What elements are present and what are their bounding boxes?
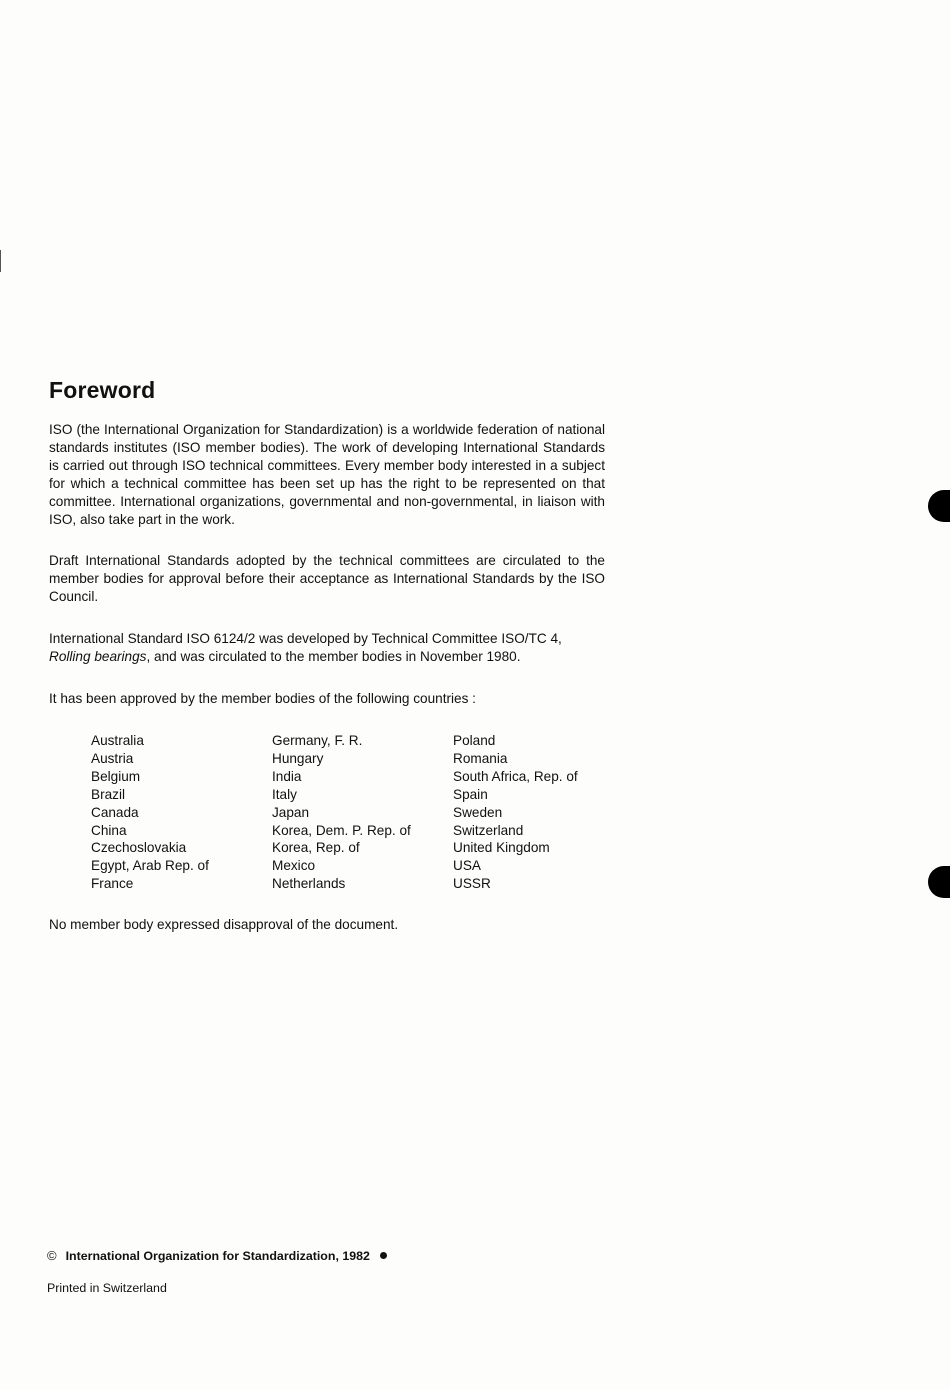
development-text-start: International Standard ISO 6124/2 was developed by Technical Committee ISO/TC 4, (49, 631, 562, 646)
country-list-column-1 (91, 732, 209, 893)
country-item: India (272, 768, 302, 784)
country-item: United Kingdom (453, 840, 550, 856)
country-item: Canada (91, 804, 139, 820)
country-item: Hungary (272, 750, 324, 766)
country-list-column-3 (453, 732, 578, 893)
committee-title: Rolling bearings (49, 649, 147, 664)
country-item: Poland (453, 733, 496, 748)
country-item: Italy (272, 786, 297, 802)
country-item: Germany, F. R. (272, 733, 363, 748)
country-item: Egypt, Arab Rep. of (91, 858, 209, 874)
country-item: Austria (91, 750, 134, 766)
country-item: China (91, 822, 127, 838)
country-item: Netherlands (272, 876, 346, 892)
country-item: Australia (91, 733, 144, 748)
country-list-column-2 (272, 732, 411, 893)
copyright-line (47, 1248, 387, 1263)
printed-in: Printed in Switzerland (47, 1281, 167, 1295)
country-item: Korea, Dem. P. Rep. of (272, 822, 411, 838)
approval-intro: It has been approved by the member bodies of the following countries : (49, 691, 476, 706)
country-item: Romania (453, 750, 508, 766)
bullet-icon (380, 1252, 387, 1259)
punch-hole-icon (928, 866, 950, 898)
page-title: Foreword (49, 377, 156, 403)
punch-hole-icon (928, 490, 950, 522)
country-item: Korea, Rep. of (272, 840, 360, 856)
development-text-end: , and was circulated to the member bodies in November 1980. (146, 649, 521, 664)
country-item: South Africa, Rep. of (453, 768, 578, 784)
country-item: Czechoslovakia (91, 840, 187, 856)
country-item: Sweden (453, 804, 503, 820)
country-item: Japan (272, 804, 310, 820)
copyright-text: International Organization for Standardization, 1982 (65, 1249, 370, 1263)
country-item: USA (453, 858, 481, 874)
copyright-icon: © (47, 1248, 57, 1263)
country-item: Switzerland (453, 822, 524, 838)
scan-edge-mark (0, 250, 1, 272)
country-item: France (91, 876, 134, 892)
country-item: Mexico (272, 858, 316, 874)
foreword-paragraph-development (49, 630, 605, 666)
country-item: USSR (453, 876, 491, 892)
country-item: Brazil (91, 786, 125, 802)
country-item: Belgium (91, 768, 141, 784)
disapproval-statement: No member body expressed disapproval of the document. (49, 917, 399, 932)
foreword-paragraph-iso: ISO (the International Organization for Standardization) is a worldwide federation of national standards institutes (ISO member bodies). The work of developing International Standards is carried out through ISO technical committees. Every member body interested in a subject for which a technical committee has been set up has the right to be represented on that committee. International organizations, governmental and non-governmental, in liaison with ISO, also take part in the work. (49, 422, 605, 527)
country-item: Spain (453, 786, 488, 802)
foreword-paragraph-draft-standards: Draft International Standards adopted by the technical committees are circulated to the member bodies for approval before their acceptance as International Standards by the ISO Council. (49, 553, 605, 604)
